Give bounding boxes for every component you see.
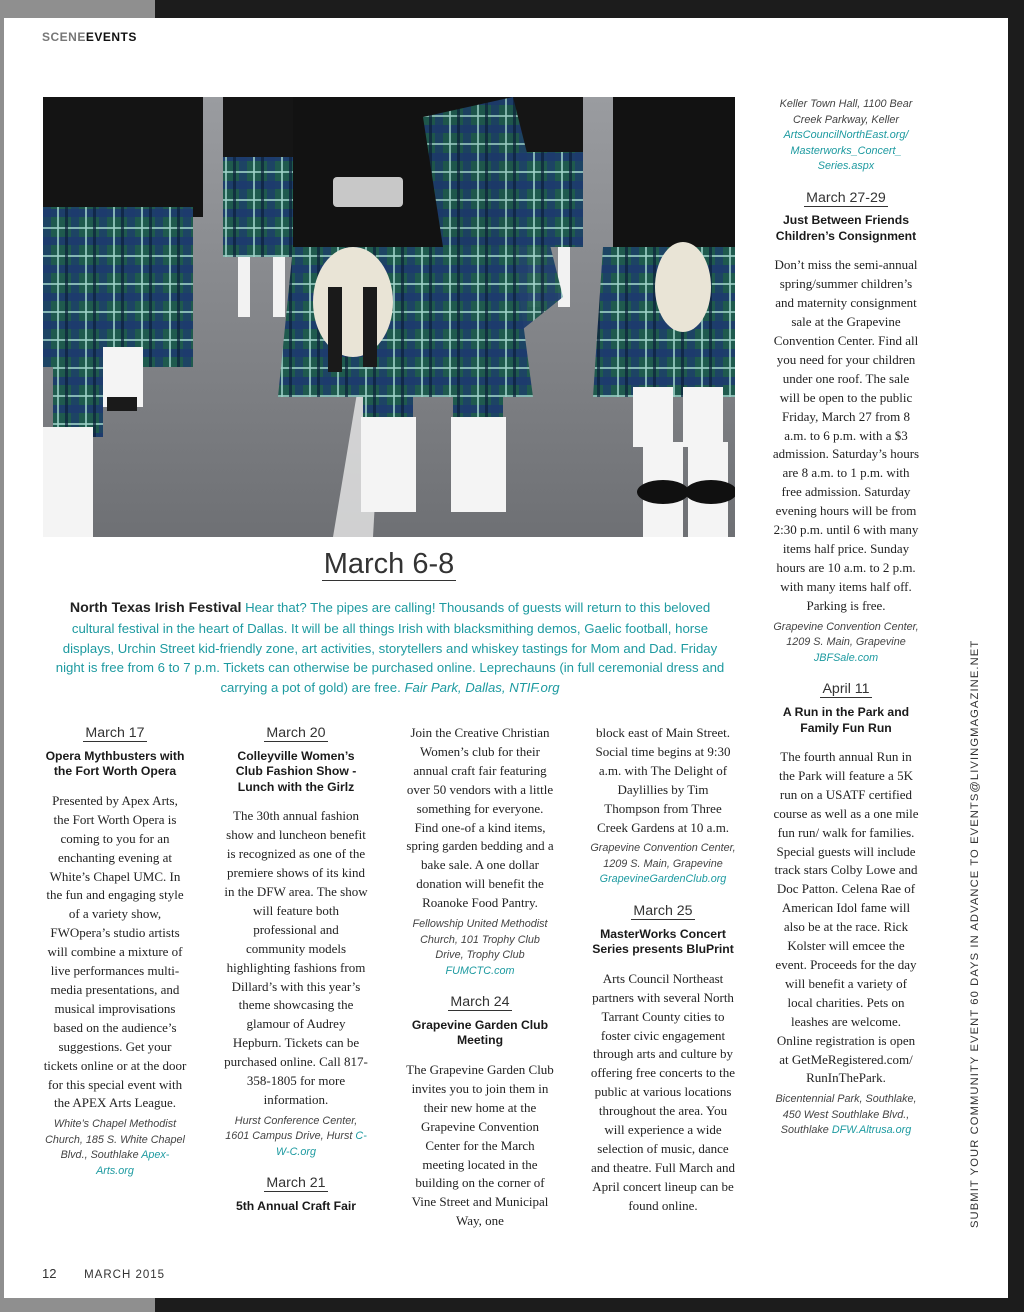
event-link[interactable]: JBFSale.com: [813, 651, 879, 664]
event-venue-text: Fellowship United Methodist Church, 101 Trophy Club Drive, Trophy Club: [412, 918, 548, 962]
section-label: [42, 30, 137, 44]
event-venue-text: Grapevine Convention Center, 1209 S. Main, Grapevine: [773, 620, 919, 649]
event-date-text: March 25: [633, 902, 693, 919]
event-venue-text: Bicentennial Park, Southlake, 450 West Southlake Blvd., Southlake: [775, 1093, 917, 1137]
event-date: [43, 724, 187, 743]
event-venue: [772, 97, 920, 175]
event-title: Just Between Friends Children’s Consignment: [775, 213, 917, 243]
event-description: Don’t miss the semi-annual spring/summer children’s and maternity consignment sale at the Grapevine Convention Center. Find all you need for your children under one roof. The sale will be open to the public Friday, March 27 from 8 a.m. to 6 p.m. with a $3 admission. Saturday’s hours are 8 a.m. to 1 p.m. with free admission. Saturday evening hours will be from 2:30 p.m. until 6 with many items half price. Sunday hours are 10 a.m. to 2 p.m. with many items half off. Parking is free.: [772, 257, 920, 613]
event-title: 5th Annual Craft Fair: [235, 1199, 357, 1214]
event-link[interactable]: FUMCTC.com: [445, 964, 515, 977]
event-title: A Run in the Park and Family Fun Run: [782, 705, 910, 735]
submission-note: SUBMIT YOUR COMMUNITY EVENT 60 DAYS IN ADVANCE TO EVENTS@LIVINGMAGAZINE.NET: [969, 639, 981, 1228]
event-date-text: March 20: [266, 725, 326, 741]
event-column-5: [772, 97, 920, 1139]
issue-date: MARCH 2015: [84, 1269, 166, 1281]
event-venue: [590, 841, 736, 888]
feature-title: North Texas Irish Festival: [69, 600, 242, 616]
event-title: Colleyville Women’s Club Fashion Show - Lunch with the Girlz: [235, 748, 357, 794]
event-venue: [772, 620, 920, 667]
event-title: MasterWorks Concert Series presents BluPrint: [592, 926, 734, 957]
event-column-2: [224, 724, 368, 1227]
event-venue-text: White’s Chapel Methodist Church, 185 S. White Chapel Blvd., Southlake: [45, 1118, 185, 1162]
event-date: [405, 993, 555, 1012]
event-description: The fourth annual Run in the Park will feature a 5K run on a USATF certified course as well as a one mile fun run/ walk for families. Special guests will include track stars Colby Lowe and Doc Patton. Celena Rae of American Idol fame will also be at the race. Rick Kolster will emcee the event. Proceeds for the day will benefit a variety of local charities. Pets on leashes are welcome. Online registration is open at GetMeRegistered.com/ RunInThePark.: [773, 749, 919, 1086]
event-date-text: March 21: [266, 1175, 326, 1192]
event-venue-text: Hurst Conference Center, 1601 Campus Drive, Hurst: [225, 1114, 358, 1143]
frame-right: [1008, 0, 1024, 1312]
event-link[interactable]: ArtsCouncilNorthEast.org/ Masterworks_Concert_ Series.aspx: [783, 129, 909, 172]
feature-text: Hear that? The pipes are calling! Thousands of guests will return to this beloved cultural festival in the heart of Dallas. It will be all things Irish with blacksmithing demos, Gaelic football, horse displays, Urchin Street kid-friendly zone, art activities, storytellers and whiskey tastings for Mom and Dad. Friday night is free from 6 to 7 p.m. Tickets can otherwise be purchased online. Leprechauns (in full ceremonial dress and carrying a pot of gold) are free.: [55, 600, 725, 696]
event-description: block east of Main Street. Social time begins at 9:30 a.m. with The Delight of Daylillies by Tim Thompson from Three Creek Gardens at 10 a.m.: [595, 725, 731, 835]
event-date: [224, 1174, 368, 1193]
event-description: Presented by Apex Arts, the Fort Worth Opera is coming to you for an enchanting evening at White’s Chapel UMC. In the fun and engaging style of a variety show, FWOpera’s studio artists will combine a mixture of live performances multi-media presentations, and musical improvisations based on the audience’s suggestions. Get your tickets online or at the door for this special event with the APEX Arts League.: [43, 792, 187, 1111]
event-date-text: March 24: [450, 994, 510, 1011]
event-date: [590, 902, 736, 921]
event-link[interactable]: C-W-C.org: [276, 1130, 367, 1158]
feature-date-text: March 6-8: [323, 548, 455, 580]
section-label-scene: SCENE: [42, 30, 86, 44]
hero-photo: [43, 97, 735, 537]
event-column-3: [405, 724, 555, 1235]
event-venue-text: Grapevine Convention Center, 1209 S. Main, Grapevine: [590, 842, 736, 870]
event-venue: [43, 1117, 187, 1179]
frame-bottom-grey: [0, 1298, 155, 1312]
event-date: [224, 724, 368, 743]
feature-date: [43, 548, 735, 581]
event-title: Grapevine Garden Club Meeting: [411, 1017, 549, 1048]
frame-top-grey: [0, 0, 155, 18]
frame-top-black: [155, 0, 1024, 18]
event-description: The 30th annual fashion show and luncheon benefit is recognized as one of the premiere shows of its kind in the DFW area. The show will feature both professional and community models highlighting fashions from Dillard’s with this year’s theme showcasing the glamour of Audrey Hepburn. Tickets can be purchased online. Call 817-358-1805 for more information.: [224, 808, 368, 1107]
feature-venue: Fair Park, Dallas, NTIF.org: [404, 680, 560, 696]
event-link[interactable]: Apex-Arts.org: [96, 1149, 170, 1177]
event-date: [772, 189, 920, 208]
event-description: Arts Council Northeast partners with several North Tarrant County cities to foster civic engagement through arts and culture by offering free concerts to the public at various locations throughout the area. You will experience a wide selection of music, dance and theatre. Full March and April concert lineup can be found online.: [590, 970, 736, 1213]
event-link[interactable]: DFW.Altrusa.org: [831, 1124, 912, 1137]
event-column-1: [43, 724, 187, 1179]
section-label-events: EVENTS: [85, 30, 137, 44]
event-description: The Grapevine Garden Club invites you to join them in their new home at the Grapevine Convention Center for the March meeting located in the building on the corner of Vine Street and Municipal Way, one: [406, 1061, 554, 1229]
page-number: 12: [42, 1266, 57, 1281]
event-column-4: [590, 724, 736, 1220]
page-footer: [42, 1266, 165, 1281]
event-title: Opera Mythbusters with the Fort Worth Opera: [45, 748, 185, 779]
feature-event: [50, 598, 730, 698]
event-venue: [405, 917, 555, 979]
frame-left: [0, 0, 4, 1312]
event-date: [772, 680, 920, 699]
event-date-text: March 27-29: [806, 189, 886, 206]
event-venue-text: Keller Town Hall, 1100 Bear Creek Parkway, Keller: [779, 98, 913, 126]
event-venue: [224, 1114, 368, 1161]
event-link[interactable]: GrapevineGardenClub.org: [599, 873, 727, 886]
event-venue: [772, 1092, 920, 1139]
event-date-text: March 17: [85, 725, 145, 741]
event-description: Join the Creative Christian Women’s club for their annual craft fair featuring over 50 vendors with a little something for everyone. Find one-of a kind items, spring garden bedding and a bake sale. A one dollar donation will benefit the Roanoke Food Pantry.: [406, 725, 554, 911]
event-date-text: April 11: [822, 681, 870, 698]
hero-photo-illustration: [43, 97, 735, 537]
